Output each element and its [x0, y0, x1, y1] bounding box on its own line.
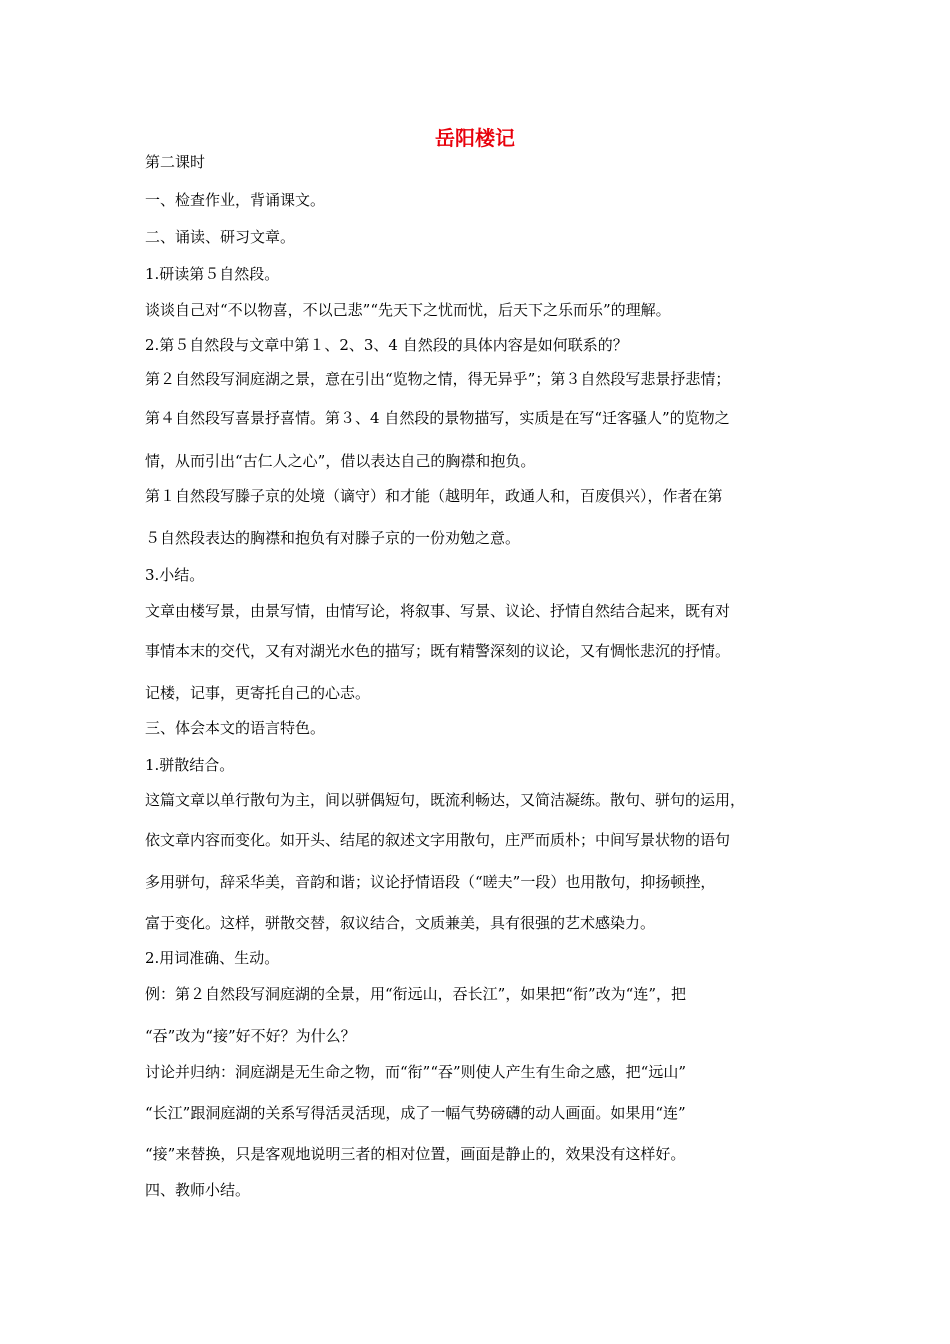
paragraph-line: “吞”改为“接”好不好？为什么？ [145, 1027, 356, 1045]
paragraph-line: 事情本末的交代，又有对湖光水色的描写；既有精警深刻的议论，又有惆怅悲沉的抒情。 [145, 642, 731, 660]
paragraph-line: 这篇文章以单行散句为主，间以骈偶短句，既流利畅达，又简洁凝练。散句、骈句的运用， [145, 791, 746, 809]
paragraph-line: “接”来替换，只是客观地说明三者的相对位置，画面是静止的，效果没有这样好。 [145, 1145, 686, 1163]
section-heading: 二、诵读、研习文章。 [145, 228, 296, 246]
paragraph-line: “长江”跟洞庭湖的关系写得活灵活现，成了一幅气势磅礴的动人画面。如果用“连” [145, 1104, 686, 1122]
section-heading: 一、检查作业，背诵课文。 [145, 191, 326, 209]
paragraph-line: 第２自然段写洞庭湖之景，意在引出“览物之情，得无异乎”；第３自然段写悲景抒悲情； [145, 370, 731, 388]
paragraph-line: 情，从而引出“古仁人之心”，借以表达自己的胸襟和抱负。 [145, 452, 536, 470]
subsection-heading: 2.第５自然段与文章中第１、2、3、4 自然段的具体内容是如何联系的？ [145, 336, 628, 354]
paragraph-line: 多用骈句，辞采华美，音韵和谐；议论抒情语段（“嗟夫”一段）也用散句，抑扬顿挫， [145, 873, 716, 891]
paragraph-line: 记楼，记事，更寄托自己的心志。 [145, 684, 371, 702]
paragraph-line: 富于变化。这样，骈散交替，叙议结合，文质兼美，具有很强的艺术感染力。 [145, 914, 656, 932]
paragraph-line: 例：第２自然段写洞庭湖的全景，用“衔远山，吞长江”，如果把“衔”改为“连”，把 [145, 985, 687, 1003]
section-heading: 三、体会本文的语言特色。 [145, 719, 326, 737]
lesson-label: 第二课时 [145, 153, 206, 171]
subsection-heading: 2.用词准确、生动。 [145, 949, 280, 967]
paragraph-line: 依文章内容而变化。如开头、结尾的叙述文字用散句，庄严而质朴；中间写景状物的语句 [145, 831, 731, 849]
paragraph-line: 文章由楼写景，由景写情，由情写论，将叙事、写景、议论、抒情自然结合起来，既有对 [145, 602, 731, 620]
document-title: 岳阳楼记 [435, 126, 515, 150]
subsection-heading: 1.研读第５自然段。 [145, 265, 280, 283]
paragraph-line: 第４自然段写喜景抒喜情。第３、4 自然段的景物描写，实质是在写“迁客骚人”的览物之 [145, 409, 730, 427]
paragraph-line: ５自然段表达的胸襟和抱负有对滕子京的一份劝勉之意。 [145, 529, 521, 547]
paragraph-line: 谈谈自己对“不以物喜，不以己悲”“先天下之忧而忧，后天下之乐而乐”的理解。 [145, 301, 671, 319]
section-heading: 四、教师小结。 [145, 1181, 251, 1199]
subsection-heading: 3.小结。 [145, 566, 205, 584]
paragraph-line: 第１自然段写滕子京的处境（谪守）和才能（越明年，政通人和，百废俱兴），作者在第 [145, 487, 723, 505]
paragraph-line: 讨论并归纳：洞庭湖是无生命之物，而“衔”“吞”则使人产生有生命之感，把“远山” [145, 1063, 687, 1081]
subsection-heading: 1.骈散结合。 [145, 756, 235, 774]
